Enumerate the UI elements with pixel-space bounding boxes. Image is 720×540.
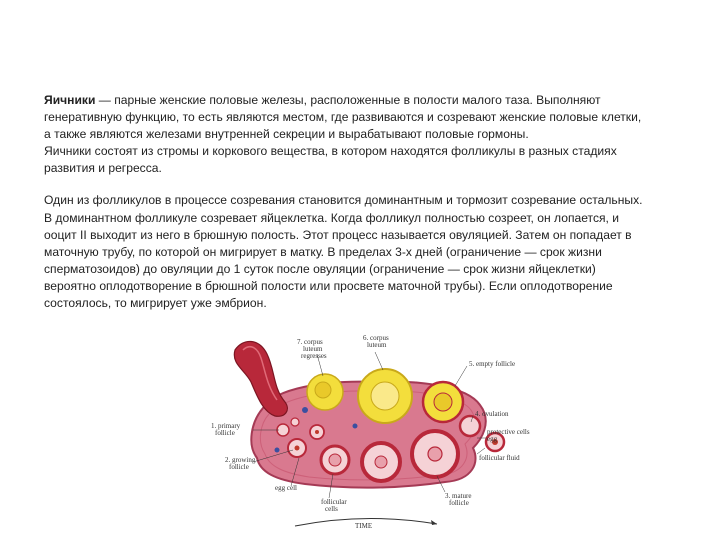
- text-line: генеративную функцию, то есть являются местом, где развиваются и созревают женские половые клетки,: [44, 110, 642, 125]
- label-protective-cells: protective cells egg: [487, 428, 530, 443]
- paragraph-ovary-structure: [44, 143, 694, 177]
- vessel-dot: [353, 424, 358, 429]
- label-egg-cell: egg cell: [275, 484, 297, 492]
- label-empty-follicle: 5. empty follicle: [469, 360, 516, 368]
- egg-cell: [428, 447, 442, 461]
- label-follicular-fluid: follicular fluid: [479, 454, 520, 462]
- ovulation-follicle: [460, 416, 480, 436]
- text-line: состоялось, то мигрирует уже эмбрион.: [44, 296, 267, 311]
- label-follicular-cells: follicular cells: [321, 498, 347, 513]
- text-line: — парные женские половые железы, расположенные в полости малого таза. Выполняют: [95, 93, 601, 107]
- corpus-luteum-core: [315, 382, 331, 398]
- paragraph-ovaries-definition: [44, 92, 694, 143]
- label-growing-follicle: 2. growing follicle: [225, 456, 256, 471]
- text-line: Яичники состоят из стромы и коркового вещества, в котором находятся фолликулы в разных стадиях: [44, 144, 617, 159]
- slide-text: [44, 92, 694, 312]
- vessel-dot: [302, 407, 308, 413]
- text-line: вероятно оплодотворение в брюшной полости или просвете маточной трубы). Если оплодотворение: [44, 278, 613, 293]
- egg-cell: [315, 430, 319, 434]
- text-line: Один из фолликулов в процессе созревания становится доминантным и тормозит созревание остальных.: [44, 193, 643, 208]
- primary-follicle: [291, 418, 299, 426]
- text-line: маточную трубу, по которой он мигрирует в матку. В пределах 3-х дней (ограничение — срок жизни: [44, 244, 602, 259]
- egg-cell: [375, 456, 387, 468]
- text-line: В доминантном фолликуле созревает яйцеклетка. Когда фолликул полностью созреет, он лопается, и: [44, 210, 620, 225]
- label-time: TIME: [355, 522, 373, 530]
- blood-vessel: [234, 341, 287, 416]
- label-corpus-luteum: 6. corpus luteum: [363, 334, 389, 349]
- label-ovulation: 4. ovulation: [475, 410, 509, 418]
- vessel-dot: [275, 448, 280, 453]
- text-line: развития и регресса.: [44, 161, 162, 176]
- label-corpus-luteum-regresses: 7. corpus luteum regresses: [297, 338, 327, 360]
- label-primary-follicle: 1. primary follicle: [211, 422, 241, 437]
- label-mature-follicle: 3. mature follicle: [445, 492, 472, 507]
- paragraph-ovulation: [44, 192, 694, 312]
- term-ovaries: Яичники: [44, 93, 96, 107]
- corpus-luteum-center: [371, 382, 399, 410]
- text-line: ооцит II выходит из него в брюшную полость. Этот процесс называется овуляцией. Затем он попадает в: [44, 227, 632, 242]
- egg-cell: [329, 454, 341, 466]
- egg-cell: [295, 446, 300, 451]
- text-line: а также являются железами внутренней секреции и вырабатывают половые гормоны.: [44, 127, 529, 142]
- text-line: сперматозоидов) до овуляции до 1 суток после овуляции (ограничение — срок жизни яйцеклетки): [44, 261, 596, 276]
- ovarian-cycle-diagram: [205, 330, 530, 536]
- empty-follicle-core: [434, 393, 452, 411]
